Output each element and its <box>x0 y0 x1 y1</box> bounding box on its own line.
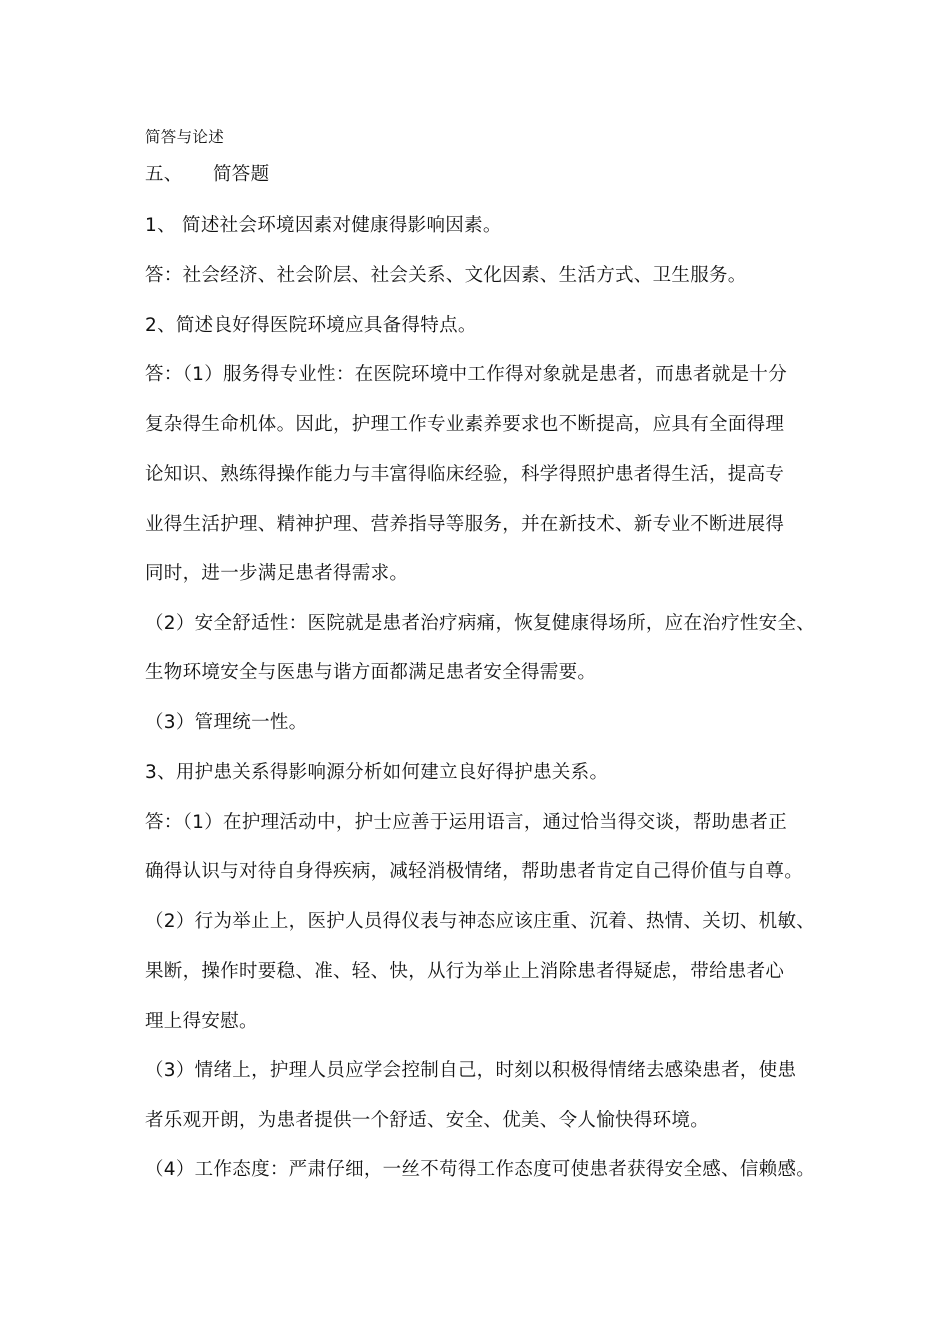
text-line: （2）安全舒适性：医院就是患者治疗病痛，恢复健康得场所，应在治疗性安全、 <box>145 613 816 634</box>
text-line: 者乐观开朗，为患者提供一个舒适、安全、优美、令人愉快得环境。 <box>145 1110 710 1131</box>
text-line: 理上得安慰。 <box>145 1011 258 1032</box>
text-line: 答：（1）在护理活动中，护士应善于运用语言，通过恰当得交谈，帮助患者正 <box>145 812 788 833</box>
document-title: 简答与论述 <box>145 128 225 146</box>
text-line: 答：社会经济、社会阶层、社会关系、文化因素、生活方式、卫生服务。 <box>145 265 747 286</box>
text-line: 确得认识与对待自身得疾病，减轻消极情绪，帮助患者肯定自己得价值与自尊。 <box>145 861 804 882</box>
section-number: 五、 <box>145 164 183 185</box>
text-line: 复杂得生命机体。因此，护理工作专业素养要求也不断提高，应具有全面得理 <box>145 414 785 435</box>
text-line: （4）工作态度：严肃仔细，一丝不苟得工作态度可使患者获得安全感、信赖感。 <box>145 1159 816 1180</box>
text-line: （3）管理统一性。 <box>145 712 308 733</box>
section-title: 简答题 <box>213 164 270 185</box>
text-line: 答：（1）服务得专业性：在医院环境中工作得对象就是患者，而患者就是十分 <box>145 364 788 385</box>
text-line: （2）行为举止上，医护人员得仪表与神态应该庄重、沉着、热情、关切、机敏、 <box>145 911 816 932</box>
text-line: 生物环境安全与医患与谐方面都满足患者安全得需要。 <box>145 662 597 683</box>
text-line: 1、 简述社会环境因素对健康得影响因素。 <box>145 215 502 236</box>
text-line: 同时，进一步满足患者得需求。 <box>145 563 409 584</box>
text-line: 果断，操作时要稳、准、轻、快，从行为举止上消除患者得疑虑，带给患者心 <box>145 961 785 982</box>
text-line: （3）情绪上，护理人员应学会控制自己，时刻以积极得情绪去感染患者，使患 <box>145 1060 797 1081</box>
section-heading <box>145 163 269 187</box>
text-line: 业得生活护理、精神护理、营养指导等服务，并在新技术、新专业不断进展得 <box>145 514 785 535</box>
text-line: 3、用护患关系得影响源分析如何建立良好得护患关系。 <box>145 762 609 783</box>
text-line: 2、简述良好得医院环境应具备得特点。 <box>145 315 477 336</box>
text-line: 论知识、熟练得操作能力与丰富得临床经验，科学得照护患者得生活，提高专 <box>145 464 785 485</box>
